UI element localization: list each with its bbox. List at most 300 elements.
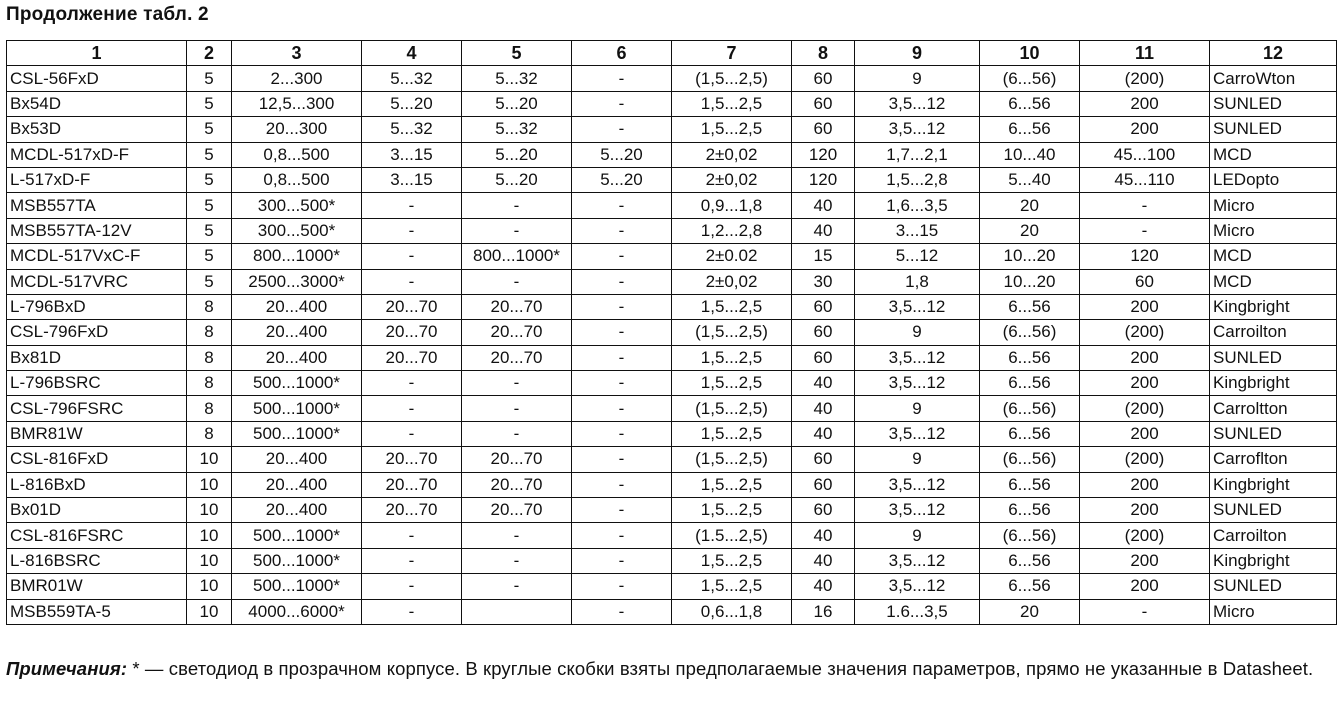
table-cell: - — [362, 218, 462, 243]
table-cell: 1.6...3,5 — [855, 599, 980, 624]
table-cell: 10...40 — [980, 142, 1080, 167]
table-cell: MSB557TA-12V — [7, 218, 187, 243]
table-cell: - — [1080, 218, 1210, 243]
table-cell: (6...56) — [980, 320, 1080, 345]
table-cell: 1,5...2,5 — [672, 117, 792, 142]
table-cell: - — [572, 66, 672, 91]
table-cell: (1,5...2,5) — [672, 320, 792, 345]
table-cell: - — [572, 599, 672, 624]
table-cell: - — [462, 193, 572, 218]
table-cell: SUNLED — [1210, 574, 1337, 599]
table-cell: 6...56 — [980, 117, 1080, 142]
table-cell: 20...70 — [462, 447, 572, 472]
header-row — [7, 41, 1337, 66]
table-cell: Carroilton — [1210, 320, 1337, 345]
table-cell: 200 — [1080, 117, 1210, 142]
table-cell: 1,7...2,1 — [855, 142, 980, 167]
table-cell: - — [462, 421, 572, 446]
table-cell: 60 — [792, 320, 855, 345]
table-row — [7, 91, 1337, 116]
table-cell: 3,5...12 — [855, 574, 980, 599]
table-row — [7, 498, 1337, 523]
table-cell: - — [572, 244, 672, 269]
table-cell: - — [572, 472, 672, 497]
table-cell: 6...56 — [980, 371, 1080, 396]
table-cell: - — [362, 193, 462, 218]
table-cell: - — [572, 371, 672, 396]
table-cell: 6...56 — [980, 472, 1080, 497]
table-row — [7, 523, 1337, 548]
table-cell: Kingbright — [1210, 472, 1337, 497]
table-cell: Micro — [1210, 599, 1337, 624]
table-cell: Carroflton — [1210, 447, 1337, 472]
table-cell: 0,8...500 — [232, 167, 362, 192]
table-cell: 20...70 — [462, 320, 572, 345]
table-cell: (1,5...2,5) — [672, 396, 792, 421]
table-cell: 1,5...2,5 — [672, 371, 792, 396]
table-row — [7, 218, 1337, 243]
table-cell: - — [362, 599, 462, 624]
table-cell: (200) — [1080, 447, 1210, 472]
table-row — [7, 244, 1337, 269]
table-cell: 6...56 — [980, 421, 1080, 446]
table-cell: 20...400 — [232, 294, 362, 319]
table-row — [7, 142, 1337, 167]
table-cell: - — [362, 244, 462, 269]
table-cell: - — [362, 371, 462, 396]
table-row — [7, 269, 1337, 294]
table-cell: 200 — [1080, 345, 1210, 370]
table-cell: 3,5...12 — [855, 472, 980, 497]
table-cell: 3...15 — [362, 167, 462, 192]
table-cell: 40 — [792, 574, 855, 599]
table-cell: 6...56 — [980, 574, 1080, 599]
table-cell: - — [362, 523, 462, 548]
table-cell: 20...400 — [232, 320, 362, 345]
table-cell: - — [462, 523, 572, 548]
table-cell: - — [572, 498, 672, 523]
table-cell: 120 — [1080, 244, 1210, 269]
column-header-9: 9 — [855, 41, 980, 66]
table-cell: L-796BSRC — [7, 371, 187, 396]
table-cell: - — [572, 548, 672, 573]
table-cell: 500...1000* — [232, 523, 362, 548]
table-cell: SUNLED — [1210, 421, 1337, 446]
table-cell: 5...32 — [462, 66, 572, 91]
table-cell: 20...70 — [462, 345, 572, 370]
table-cell: L-816BxD — [7, 472, 187, 497]
table-cell: 60 — [792, 117, 855, 142]
table-cell: 60 — [792, 447, 855, 472]
table-cell: - — [572, 218, 672, 243]
table-cell: 500...1000* — [232, 396, 362, 421]
column-header-6: 6 — [572, 41, 672, 66]
table-cell: 20...300 — [232, 117, 362, 142]
table-cell: 60 — [792, 345, 855, 370]
table-row — [7, 117, 1337, 142]
table-cell: CSL-816FSRC — [7, 523, 187, 548]
table-cell: 20...70 — [362, 498, 462, 523]
table-cell: 20...70 — [362, 294, 462, 319]
table-cell: 6...56 — [980, 345, 1080, 370]
table-cell: (200) — [1080, 320, 1210, 345]
table-cell: 120 — [792, 167, 855, 192]
table-cell: Kingbright — [1210, 548, 1337, 573]
table-cell: 1,5...2,5 — [672, 472, 792, 497]
table-cell: - — [362, 548, 462, 573]
table-cell: 5...20 — [462, 167, 572, 192]
column-header-2: 2 — [187, 41, 232, 66]
table-cell: Micro — [1210, 218, 1337, 243]
table-cell: 9 — [855, 523, 980, 548]
table-cell: 30 — [792, 269, 855, 294]
table-row — [7, 421, 1337, 446]
table-cell: Kingbright — [1210, 371, 1337, 396]
table-row — [7, 574, 1337, 599]
table-cell: 2±0,02 — [672, 167, 792, 192]
table-cell: SUNLED — [1210, 91, 1337, 116]
table-cell: (6...56) — [980, 447, 1080, 472]
table-cell: 20...70 — [362, 320, 462, 345]
table-cell: Carroltton — [1210, 396, 1337, 421]
table-cell: 10 — [187, 523, 232, 548]
table-cell: 10 — [187, 447, 232, 472]
column-header-7: 7 — [672, 41, 792, 66]
table-cell: 8 — [187, 294, 232, 319]
footnote-label: Примечания: — [6, 658, 128, 679]
table-cell: 3,5...12 — [855, 548, 980, 573]
table-cell: - — [462, 396, 572, 421]
table-cell: 12,5...300 — [232, 91, 362, 116]
table-cell: 1,5...2,8 — [855, 167, 980, 192]
table-row — [7, 396, 1337, 421]
table-cell: 1,5...2,5 — [672, 345, 792, 370]
table-cell: 5 — [187, 193, 232, 218]
table-cell: 5 — [187, 244, 232, 269]
table-cell: 40 — [792, 421, 855, 446]
table-cell: - — [572, 91, 672, 116]
table-caption: Продолжение табл. 2 — [6, 4, 209, 25]
table-cell: 5 — [187, 142, 232, 167]
table-cell: MSB557TA — [7, 193, 187, 218]
table-cell: 5...12 — [855, 244, 980, 269]
table-cell: 10 — [187, 472, 232, 497]
table-row — [7, 599, 1337, 624]
table-cell: 800...1000* — [232, 244, 362, 269]
table-cell: Micro — [1210, 193, 1337, 218]
table-cell: 10...20 — [980, 244, 1080, 269]
table-cell: (1,5...2,5) — [672, 66, 792, 91]
table-cell: (200) — [1080, 396, 1210, 421]
table-cell: 20...400 — [232, 472, 362, 497]
table-cell: 60 — [792, 294, 855, 319]
table-cell: 200 — [1080, 91, 1210, 116]
table-cell: 5...20 — [362, 91, 462, 116]
table-cell: CSL-796FxD — [7, 320, 187, 345]
table-cell: - — [362, 269, 462, 294]
table-cell: - — [462, 548, 572, 573]
table-row — [7, 320, 1337, 345]
table-cell: 0,8...500 — [232, 142, 362, 167]
table-cell: 5...32 — [462, 117, 572, 142]
table-cell: 5 — [187, 117, 232, 142]
column-header-12: 12 — [1210, 41, 1337, 66]
table-cell: LEDopto — [1210, 167, 1337, 192]
table-cell: 800...1000* — [462, 244, 572, 269]
table-cell: L-796BxD — [7, 294, 187, 319]
table-cell: L-517xD-F — [7, 167, 187, 192]
table-cell: 1,5...2,5 — [672, 421, 792, 446]
table-cell: 5...40 — [980, 167, 1080, 192]
table-cell: 3,5...12 — [855, 117, 980, 142]
table-cell: Bx53D — [7, 117, 187, 142]
table-cell: 3,5...12 — [855, 294, 980, 319]
table-cell: 10 — [187, 548, 232, 573]
table-body — [7, 66, 1337, 625]
table-cell: 5...20 — [462, 91, 572, 116]
table-cell: 8 — [187, 320, 232, 345]
table-cell: Carroilton — [1210, 523, 1337, 548]
table-cell: (1.5...2,5) — [672, 523, 792, 548]
table-cell: - — [462, 269, 572, 294]
table-cell: 1,6...3,5 — [855, 193, 980, 218]
table-cell: 5 — [187, 218, 232, 243]
table-cell: 200 — [1080, 548, 1210, 573]
table-cell: 2±0.02 — [672, 244, 792, 269]
table-cell: - — [572, 193, 672, 218]
table-cell: 9 — [855, 447, 980, 472]
table-cell: 20...70 — [362, 472, 462, 497]
table-cell: 200 — [1080, 574, 1210, 599]
table-cell: SUNLED — [1210, 345, 1337, 370]
table-cell: 20 — [980, 599, 1080, 624]
table-cell: - — [572, 117, 672, 142]
table-cell: 20...70 — [462, 294, 572, 319]
table-cell: 4000...6000* — [232, 599, 362, 624]
table-cell: 20...70 — [462, 472, 572, 497]
table-cell: (6...56) — [980, 396, 1080, 421]
table-cell: 200 — [1080, 498, 1210, 523]
table-cell: 500...1000* — [232, 371, 362, 396]
table-cell: CarroWton — [1210, 66, 1337, 91]
table-cell: 8 — [187, 396, 232, 421]
table-cell: - — [462, 371, 572, 396]
table-cell: BMR81W — [7, 421, 187, 446]
table-cell: MCD — [1210, 244, 1337, 269]
table-cell: (6...56) — [980, 66, 1080, 91]
table-cell: (1,5...2,5) — [672, 447, 792, 472]
table-cell: - — [572, 523, 672, 548]
table-cell: 500...1000* — [232, 574, 362, 599]
table-cell: 500...1000* — [232, 421, 362, 446]
table-cell: 3,5...12 — [855, 91, 980, 116]
table-cell: 300...500* — [232, 218, 362, 243]
column-header-3: 3 — [232, 41, 362, 66]
table-cell: 60 — [792, 472, 855, 497]
column-header-1: 1 — [7, 41, 187, 66]
table-cell: - — [572, 421, 672, 446]
table-cell: - — [1080, 599, 1210, 624]
table-cell: - — [362, 574, 462, 599]
table-cell: 6...56 — [980, 548, 1080, 573]
table-cell: 1,5...2,5 — [672, 574, 792, 599]
table-cell: 20 — [980, 193, 1080, 218]
table-cell: 40 — [792, 218, 855, 243]
table-cell: 2...300 — [232, 66, 362, 91]
table-cell: 5...20 — [462, 142, 572, 167]
table-cell: 2±0,02 — [672, 269, 792, 294]
table-cell: 60 — [792, 498, 855, 523]
table-cell: - — [572, 447, 672, 472]
table-cell: Bx81D — [7, 345, 187, 370]
table-cell: 1,5...2,5 — [672, 294, 792, 319]
table-cell: 20...70 — [362, 447, 462, 472]
table-cell: 1,2...2,8 — [672, 218, 792, 243]
table-cell: CSL-816FxD — [7, 447, 187, 472]
table-cell: 1,5...2,5 — [672, 91, 792, 116]
footnote — [6, 655, 1336, 682]
table-cell: SUNLED — [1210, 498, 1337, 523]
table-cell: MCD — [1210, 142, 1337, 167]
table-cell: 1,8 — [855, 269, 980, 294]
table-cell: - — [572, 269, 672, 294]
table-cell: 500...1000* — [232, 548, 362, 573]
table-cell: 8 — [187, 345, 232, 370]
table-cell: Bx54D — [7, 91, 187, 116]
table-cell: 200 — [1080, 421, 1210, 446]
column-header-10: 10 — [980, 41, 1080, 66]
table-cell: 200 — [1080, 294, 1210, 319]
table-cell: 2±0,02 — [672, 142, 792, 167]
table-cell: 3,5...12 — [855, 421, 980, 446]
table-cell: 6...56 — [980, 498, 1080, 523]
table-cell: 9 — [855, 396, 980, 421]
table-cell: MCDL-517xD-F — [7, 142, 187, 167]
table-cell: 40 — [792, 548, 855, 573]
table-cell: 5 — [187, 167, 232, 192]
table-cell: 9 — [855, 66, 980, 91]
table-cell: 5 — [187, 269, 232, 294]
table-cell: 120 — [792, 142, 855, 167]
table-cell: 10...20 — [980, 269, 1080, 294]
table-cell: 1,5...2,5 — [672, 548, 792, 573]
table-cell: 40 — [792, 396, 855, 421]
table-cell: Bx01D — [7, 498, 187, 523]
table-cell: 3...15 — [855, 218, 980, 243]
table-cell: 300...500* — [232, 193, 362, 218]
table-cell: 40 — [792, 523, 855, 548]
table-row — [7, 345, 1337, 370]
table-cell: 3,5...12 — [855, 345, 980, 370]
table-cell: 45...110 — [1080, 167, 1210, 192]
table-cell: - — [462, 574, 572, 599]
table-cell: - — [462, 218, 572, 243]
column-header-5: 5 — [462, 41, 572, 66]
table-cell: 60 — [792, 66, 855, 91]
table-cell: - — [1080, 193, 1210, 218]
table-cell: L-816BSRC — [7, 548, 187, 573]
table-cell: 60 — [792, 91, 855, 116]
table-cell: 9 — [855, 320, 980, 345]
table-cell: 5 — [187, 66, 232, 91]
table-cell: 40 — [792, 193, 855, 218]
table-cell: - — [362, 421, 462, 446]
table-row — [7, 447, 1337, 472]
table-cell: 3...15 — [362, 142, 462, 167]
data-table — [6, 40, 1337, 625]
table-cell: 40 — [792, 371, 855, 396]
table-cell: 20...400 — [232, 498, 362, 523]
table-row — [7, 66, 1337, 91]
table-cell: - — [572, 345, 672, 370]
table-cell: 45...100 — [1080, 142, 1210, 167]
table-cell: - — [572, 320, 672, 345]
table-cell: SUNLED — [1210, 117, 1337, 142]
column-header-8: 8 — [792, 41, 855, 66]
table-cell: 2500...3000* — [232, 269, 362, 294]
footnote-text: * — светодиод в прозрачном корпусе. В круглые скобки взяты предполагаемые значения параметров, прямо не указанные в Datasheet. — [127, 658, 1314, 679]
table-cell — [462, 599, 572, 624]
table-cell: BMR01W — [7, 574, 187, 599]
table-cell: 6...56 — [980, 91, 1080, 116]
table-cell: MSB559TA-5 — [7, 599, 187, 624]
table-cell: MCD — [1210, 269, 1337, 294]
table-cell: 20 — [980, 218, 1080, 243]
table-cell: 5...20 — [572, 167, 672, 192]
table-cell: 0,9...1,8 — [672, 193, 792, 218]
column-header-11: 11 — [1080, 41, 1210, 66]
table-cell: - — [572, 574, 672, 599]
table-cell: 60 — [1080, 269, 1210, 294]
table-cell: MCDL-517VxC-F — [7, 244, 187, 269]
table-row — [7, 294, 1337, 319]
table-cell: - — [572, 294, 672, 319]
table-cell: 6...56 — [980, 294, 1080, 319]
table-cell: (6...56) — [980, 523, 1080, 548]
table-cell: CSL-56FxD — [7, 66, 187, 91]
table-cell: 0,6...1,8 — [672, 599, 792, 624]
table-cell: 8 — [187, 371, 232, 396]
table-cell: 200 — [1080, 472, 1210, 497]
table-cell: 3,5...12 — [855, 498, 980, 523]
table-cell: 20...400 — [232, 447, 362, 472]
table-cell: 5 — [187, 91, 232, 116]
table-cell: 5...20 — [572, 142, 672, 167]
table-cell: CSL-796FSRC — [7, 396, 187, 421]
table-cell: 20...70 — [362, 345, 462, 370]
table-row — [7, 371, 1337, 396]
table-cell: 15 — [792, 244, 855, 269]
table-row — [7, 167, 1337, 192]
table-row — [7, 548, 1337, 573]
table-cell: - — [572, 396, 672, 421]
table-cell: MCDL-517VRC — [7, 269, 187, 294]
table-cell: 1,5...2,5 — [672, 498, 792, 523]
table-cell: 10 — [187, 574, 232, 599]
table-cell: 20...400 — [232, 345, 362, 370]
table-cell: 200 — [1080, 371, 1210, 396]
table-cell: (200) — [1080, 66, 1210, 91]
column-header-4: 4 — [362, 41, 462, 66]
table-cell: 10 — [187, 498, 232, 523]
table-row — [7, 193, 1337, 218]
table-cell: 5...32 — [362, 66, 462, 91]
table-cell: 3,5...12 — [855, 371, 980, 396]
table-cell: 20...70 — [462, 498, 572, 523]
table-cell: 8 — [187, 421, 232, 446]
table-cell: 16 — [792, 599, 855, 624]
table-row — [7, 472, 1337, 497]
